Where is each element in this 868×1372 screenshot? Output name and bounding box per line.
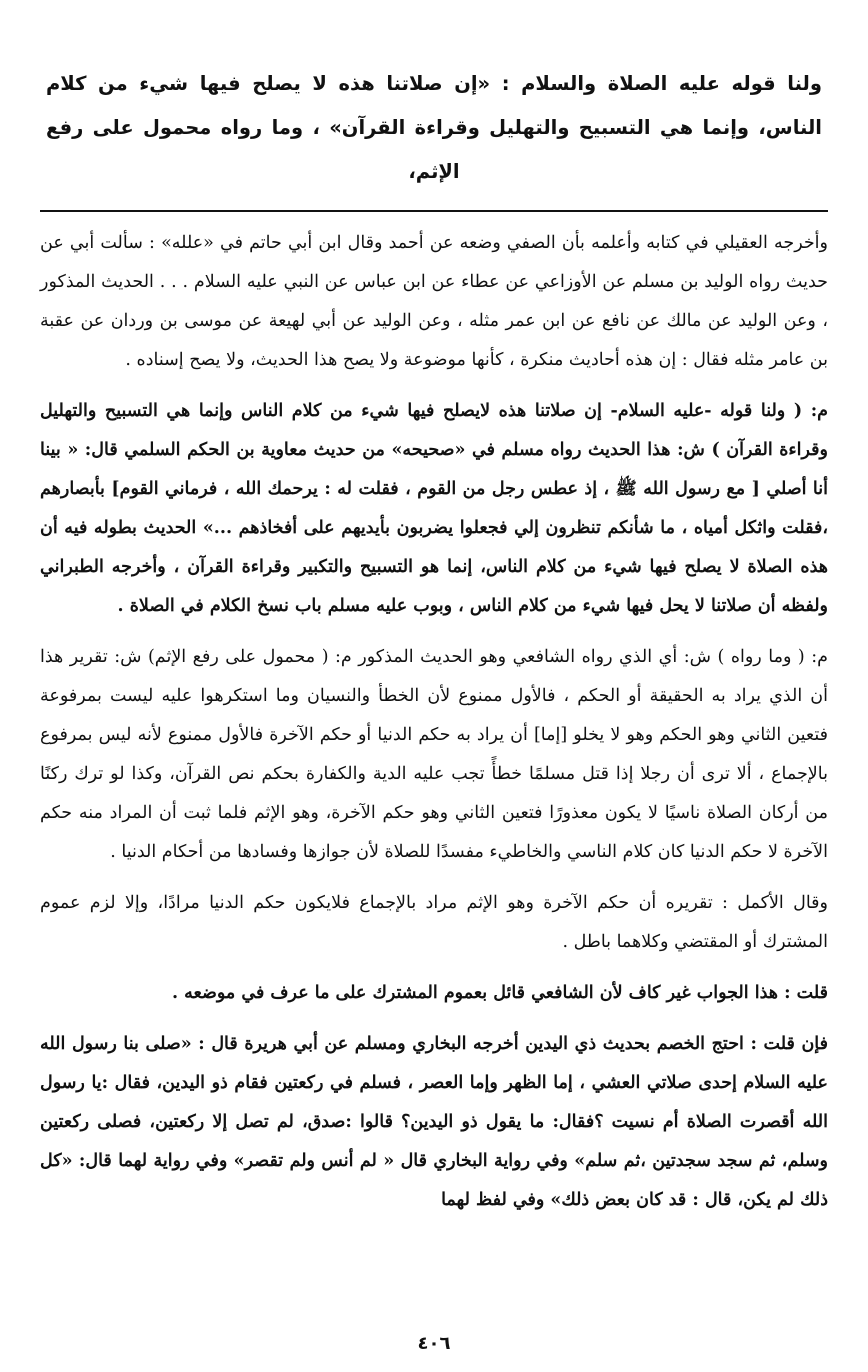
commentary-paragraph-4: وقال الأكمل : تقريره أن حكم الآخرة وهو الإثم مراد بالإجماع فلايكون حكم الدنيا مرادًا، وإلا لزم عموم المشترك أو المقتضي وكلاهما باطل . xyxy=(40,893,828,952)
separator-rule xyxy=(40,210,828,212)
commentary xyxy=(40,224,828,1220)
commentary-paragraph-5: قلت : هذا الجواب غير كاف لأن الشافعي قائل بعموم المشترك على ما عرف في موضعه . xyxy=(171,983,828,1003)
commentary-paragraph-6: فإن قلت : احتج الخصم بحديث ذي اليدين أخرجه البخاري ومسلم عن أبي هريرة قال : «صلى بنا رسول الله عليه السلام إحدى صلاتي العشي ، إما الظهر وإما العصر ، فسلم في ركعتين فقام ذو اليدين، فقال :يا رسول الله أقصرت الصلاة أم نسيت ؟فقال: ما يقول ذو اليدين؟ قالوا :صدق، لم تصل إلا ركعتين، فصلى ركعتين وسلم، ثم سجد سجدتين ،ثم سلم» وفي رواية البخاري قال « لم أنس ولم تقصر» وفي رواية لهما قال: «كل ذلك لم يكن، قال : قد كان بعض ذلك» وفي لفظ لهما xyxy=(40,1034,828,1210)
commentary-paragraph-1: وأخرجه العقيلي في كتابه وأعلمه بأن الصفي وضعه عن أحمد وقال ابن أبي حاتم في «علله» : سألت أبي عن حديث رواه الوليد بن مسلم عن الأوزاعي عن عطاء عن ابن عباس عن النبي عليه السلام . . . الحديث المذكور ، وعن الوليد عن مالك عن نافع عن ابن عمر مثله ، وعن الوليد عن أبي لهيعة عن موسى بن وردان عن عقبة بن عامر مثله فقال : إن هذه أحاديث منكرة ، كأنها موضوعة ولا يصح هذا الحديث، ولا يصح إسناده . xyxy=(40,233,828,370)
matn-text: ولنا قوله عليه الصلاة والسلام : «إن صلاتنا هذه لا يصلح فيها شيء من كلام الناس، وإنما هي التسبيح والتهليل وقراءة القرآن» ، وما رواه محمول على رفع الإثم، xyxy=(46,72,822,183)
commentary-paragraph-2: م: ( ولنا قوله -عليه السلام- إن صلاتنا هذه لايصلح فيها شيء من كلام الناس وإنما هي التسبيح والتهليل وقراءة القرآن ) ش: هذا الحديث رواه مسلم في «صحيحه» من حديث معاوية بن الحكم السلمي قال: « بينا أنا أصلي [ مع رسول الله ﷺ ، إذ عطس رجل من القوم ، فقلت له : يرحمك الله ، فرماني القوم] بأبصارهم ،فقلت واثكل أمياه ، ما شأنكم تنظرون إلي فجعلوا يضربون بأيديهم على أفخاذهم ...» الحديث بطوله فيه أن هذه الصلاة لا يصلح فيها شيء من كلام الناس، إنما هو التسبيح والتكبير وقراءة القرآن ، وأخرجه الطبراني ولفظه أن صلاتنا لا يحل فيها شيء من كلام الناس ، وبوب عليه مسلم باب نسخ الكلام في الصلاة . xyxy=(40,401,828,616)
page-number: ٤٠٦ xyxy=(417,1333,451,1354)
commentary-paragraph-3: م: ( وما رواه ) ش: أي الذي رواه الشافعي وهو الحديث المذكور م: ( محمول على رفع الإثم) ش: تقرير هذا أن الذي يراد به الحقيقة أو الحكم ، فالأول ممنوع لأن الخطأ والنسيان وما استكرهوا عليه ليست بمرفوعة فتعين الثاني وهو الحكم وهو لا يخلو [إما] أن يراد به حكم الدنيا أو حكم الآخرة فالأول ممنوع لأنه ليس بمرفوع بالإجماع ، ألا ترى أن رجلا إذا قتل مسلمًا خطأً تجب عليه الدية والكفارة بحكم نص القرآن، وكذا لو ترك ركنًا من أركان الصلاة ناسيًا لا يكون معذورًا فتعين الثاني وهو حكم الآخرة، وهو الإثم فلما ثبت أن المراد منه حكم الآخرة لا حكم الدنيا كان كلام الناسي والخاطيء مفسدًا للصلاة لأن جوازها وفسادها من أحكام الدنيا . xyxy=(40,647,828,862)
